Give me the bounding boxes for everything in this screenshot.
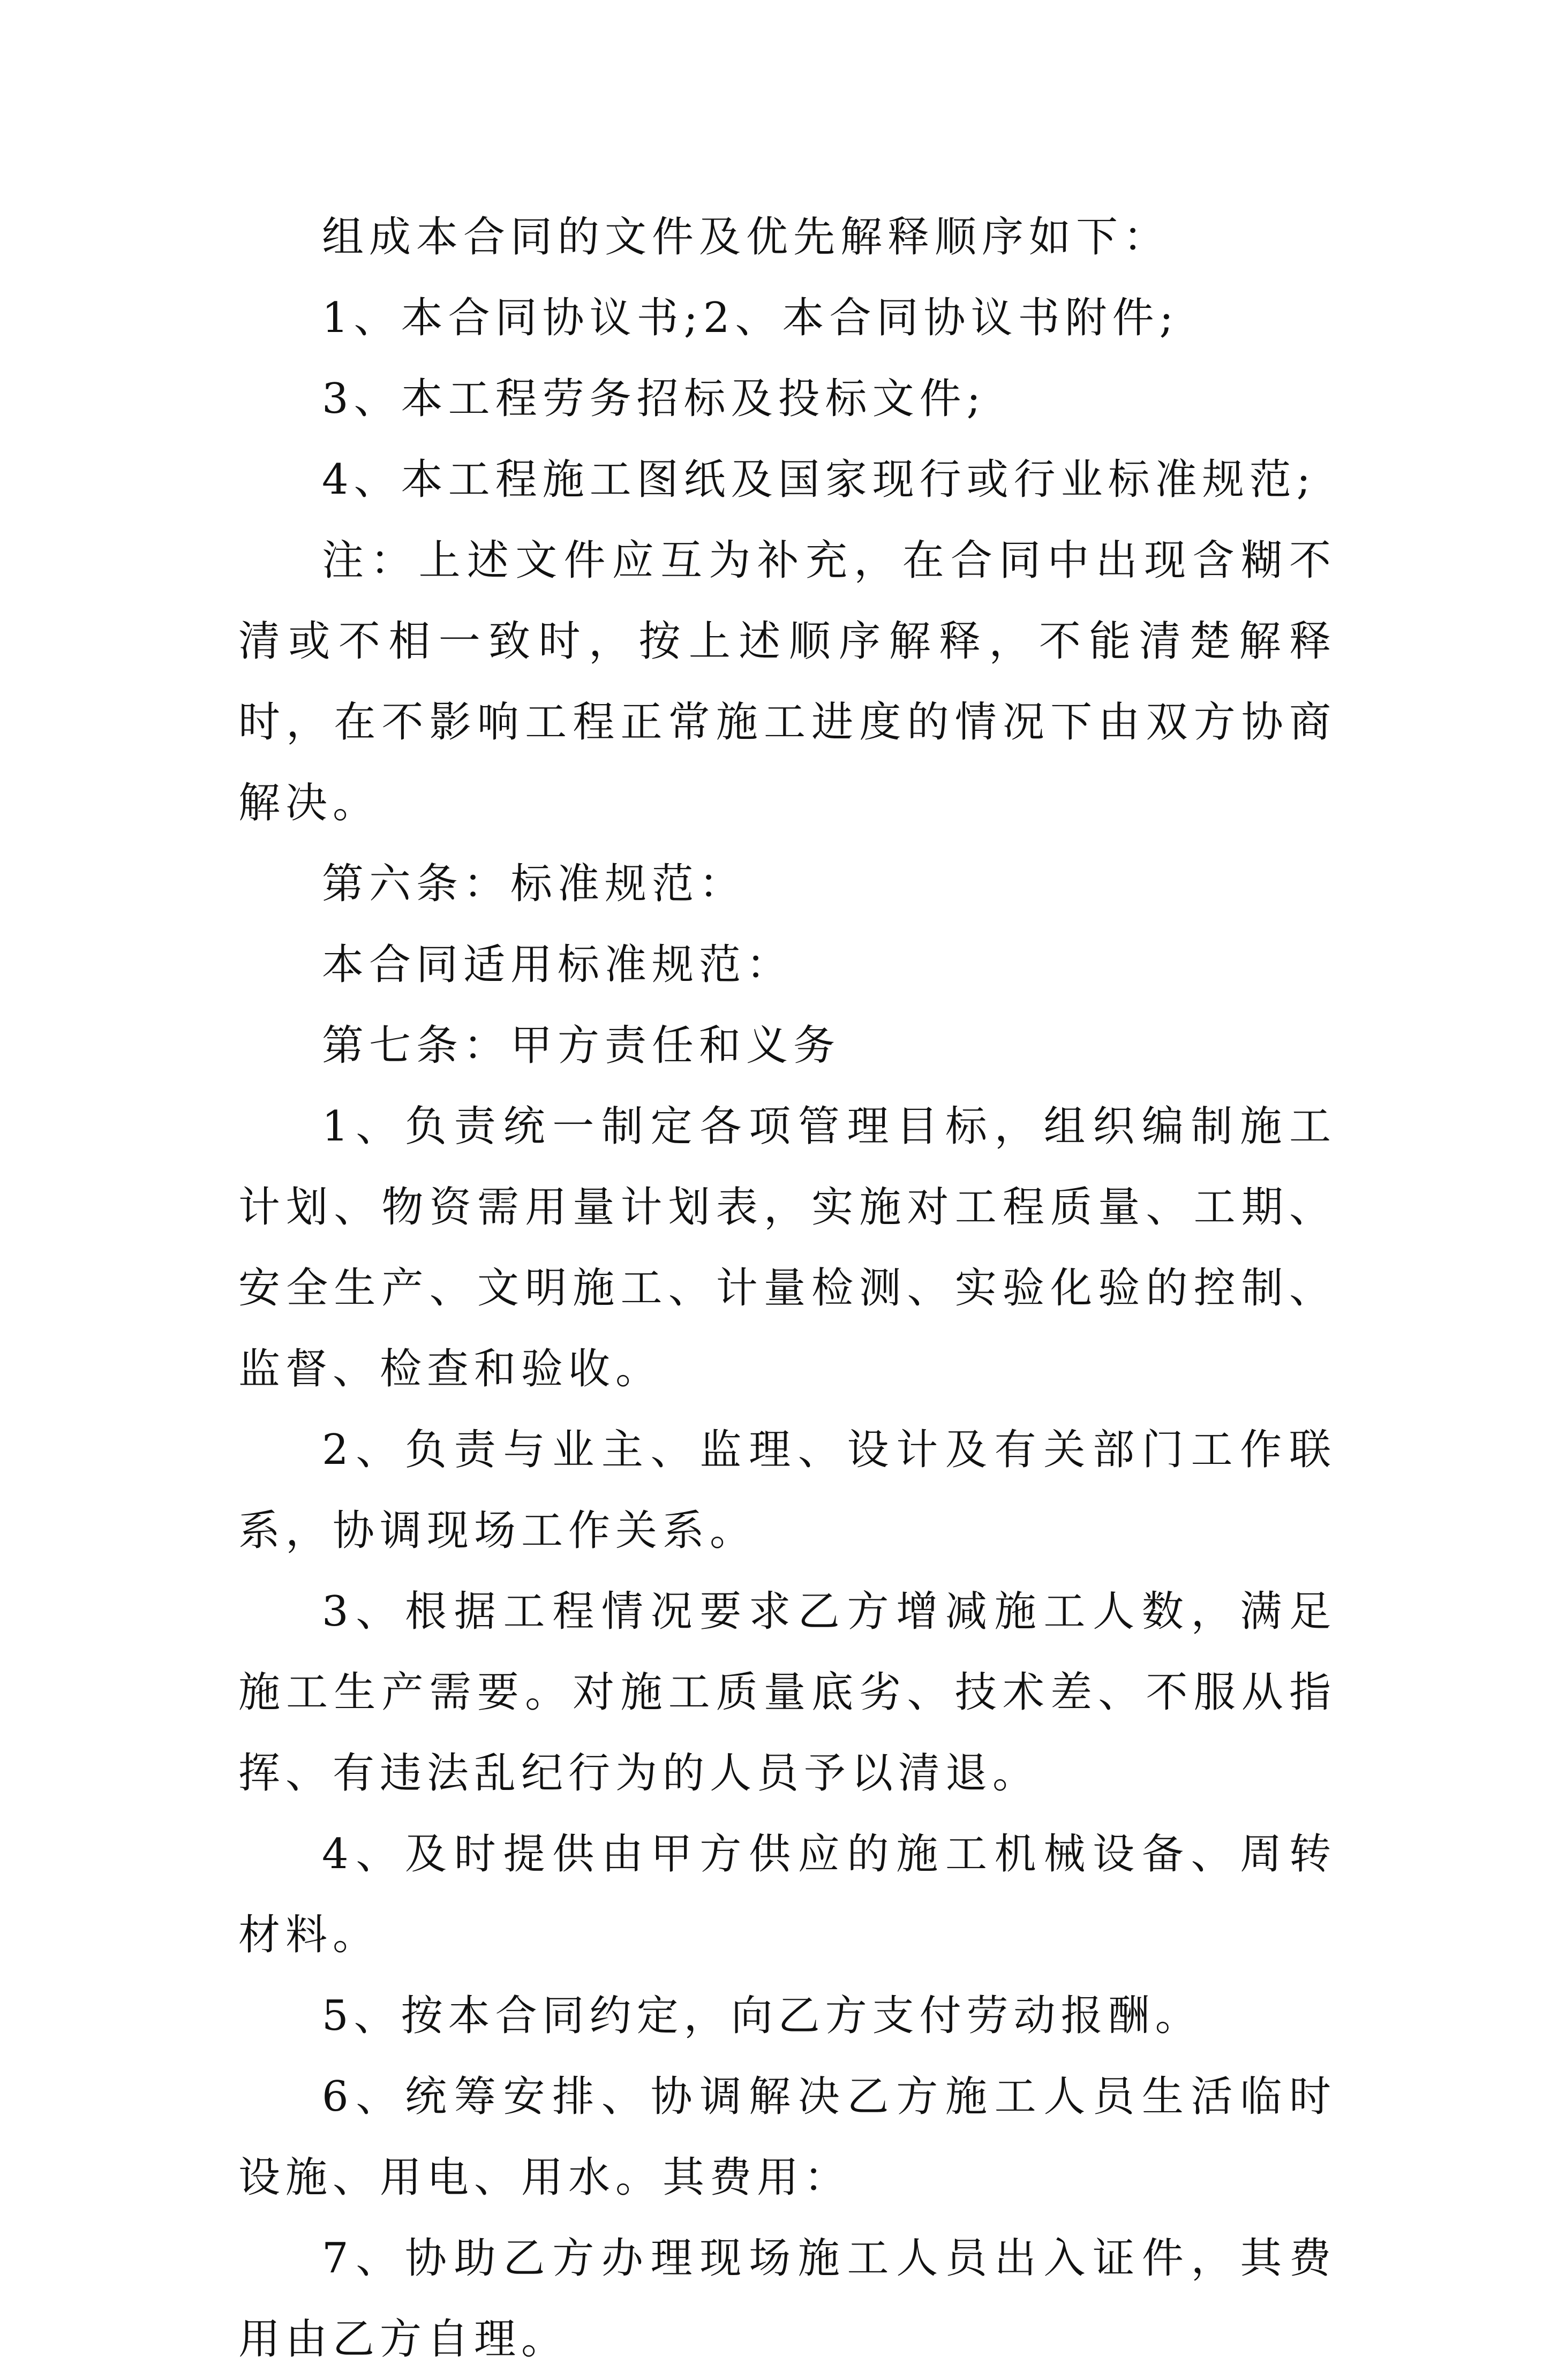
paragraph-duty-2: 2、负责与业主、监理、设计及有关部门工作联系，协调现场工作关系。 (238, 1426, 1336, 1555)
heading-article-7: 第七条：甲方责任和义务 (322, 1022, 841, 1070)
paragraph-item-3: 3、本工程劳务招标及投标文件; (322, 375, 986, 423)
paragraph-item-1-2: 1、本合同协议书;2、本合同协议书附件; (322, 294, 1179, 342)
paragraph-duty-5: 5、按本合同约定，向乙方支付劳动报酬。 (322, 1992, 1202, 2040)
paragraph-duty-1: 1、负责统一制定各项管理目标，组织编制施工计划、物资需用量计划表，实施对工程质量、工期、安全生产、文明施工、计量检测、实验化验的控制、监督、检查和验收。 (238, 1102, 1336, 1393)
paragraph-duty-6: 6、统筹安排、协调解决乙方施工人员生活临时设施、用电、用水。其费用： (238, 2073, 1336, 2202)
document-body (238, 197, 1336, 2380)
paragraph-item-4: 4、本工程施工图纸及国家现行或行业标准规范; (322, 456, 1316, 504)
paragraph-duty-4: 4、及时提供由甲方供应的施工机械设备、周转材料。 (238, 1830, 1336, 1959)
paragraph-duty-3: 3、根据工程情况要求乙方增减施工人数，满足施工生产需要。对施工质量底劣、技术差、不服从指挥、有违法乱纪行为的人员予以清退。 (238, 1588, 1336, 1797)
paragraph-applicable-standards: 本合同适用标准规范： (322, 941, 794, 989)
paragraph-note: 注：上述文件应互为补充，在合同中出现含糊不清或不相一致时，按上述顺序解释，不能清楚解释时，在不影响工程正常施工进度的情况下由双方协商解决。 (238, 537, 1336, 827)
paragraph-duty-7: 7、协助乙方办理现场施工人员出入证件，其费用由乙方自理。 (238, 2234, 1336, 2363)
heading-article-6: 第六条：标准规范： (322, 860, 747, 908)
paragraph-document-order-intro: 组成本合同的文件及优先解释顺序如下： (322, 213, 1171, 261)
